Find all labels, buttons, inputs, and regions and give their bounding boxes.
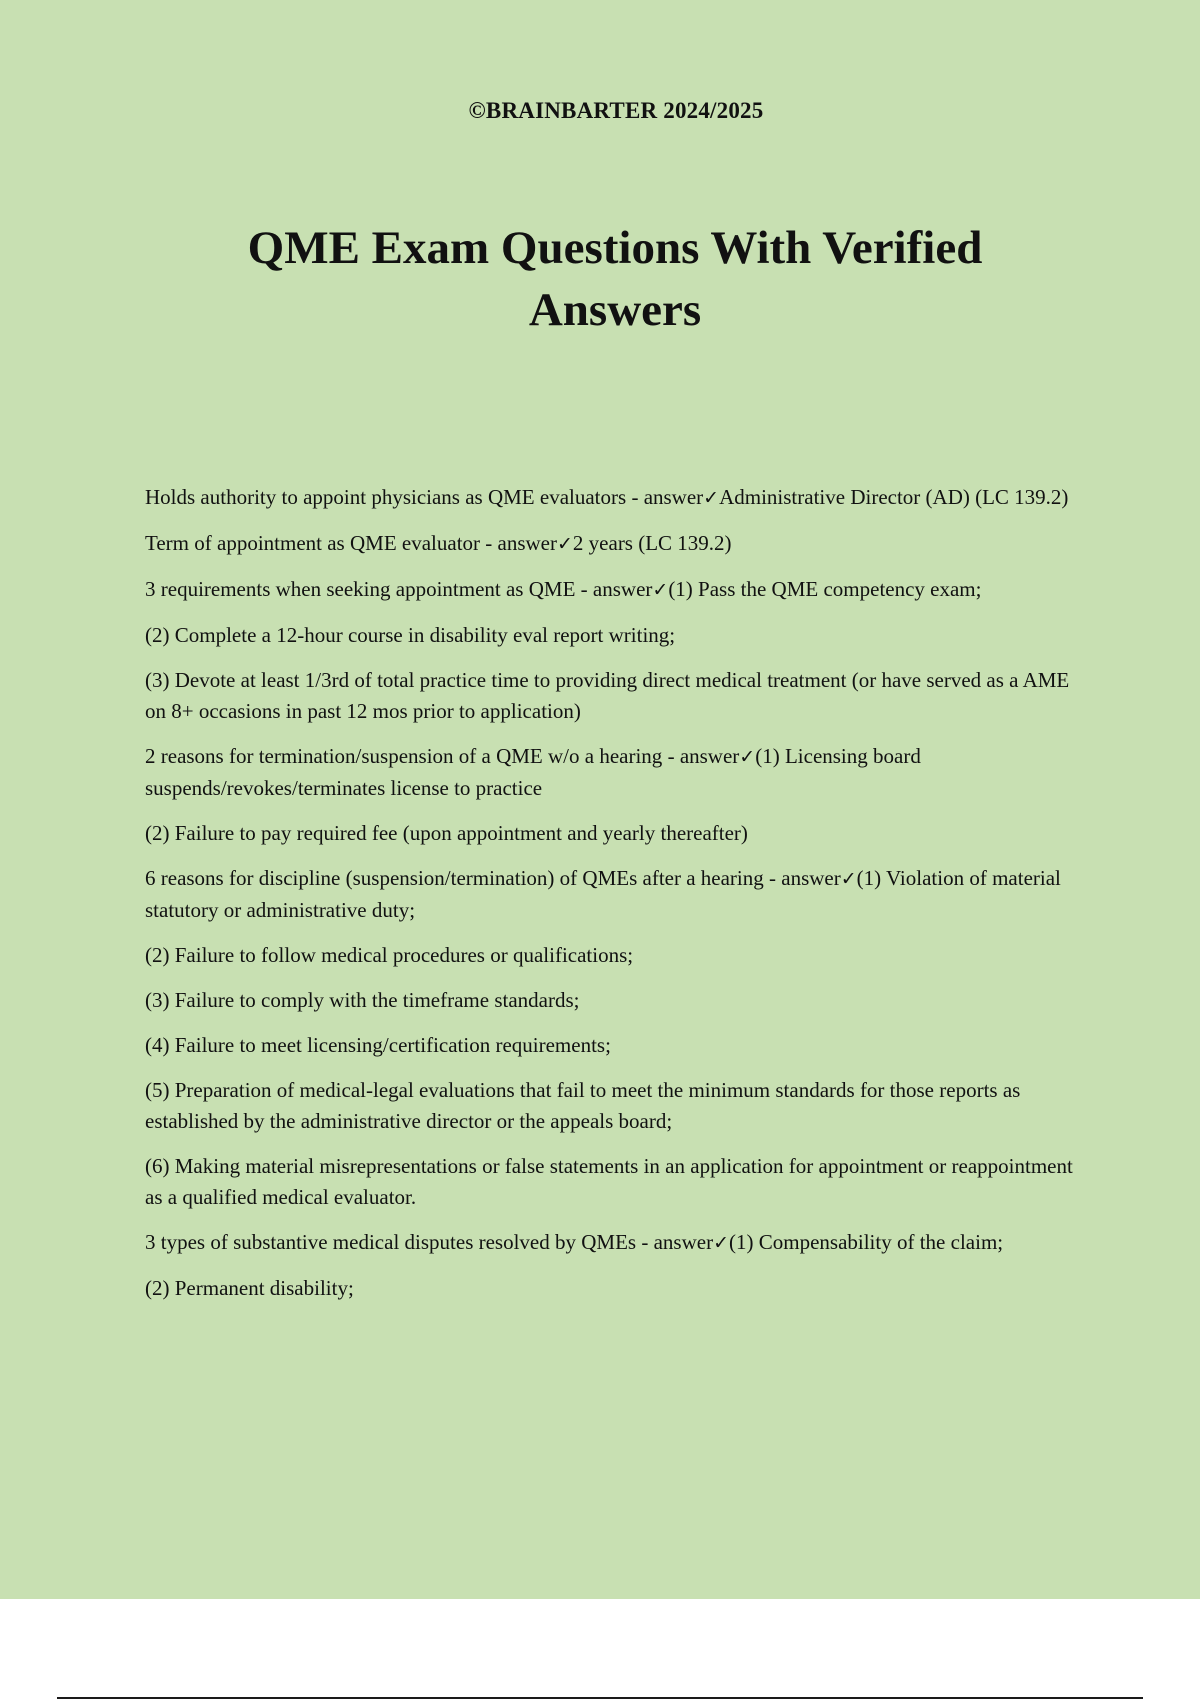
answer-continuation: (6) Making material misrepresentations or false statements in an application for appointment or reappointment as a qualified medical evaluator. [145, 1154, 1073, 1209]
check-mark-icon: ✓ [652, 579, 669, 601]
answer-continuation: (2) Failure to follow medical procedures or qualifications; [145, 943, 634, 967]
answer-continuation: (2) Failure to pay required fee (upon appointment and yearly thereafter) [145, 821, 748, 845]
qa-item: 3 types of substantive medical disputes resolved by QMEs - answer✓(1) Compensability of the claim; [145, 1230, 1004, 1254]
question-text: 2 reasons for termination/suspension of a QME w/o a hearing [145, 744, 663, 768]
answer-label: answer [679, 744, 740, 768]
answer-label: answer [497, 531, 557, 555]
qa-item: 2 reasons for termination/suspension of a QME w/o a hearing - answer✓(1) Licensing board suspends/revokes/terminates license to practice [145, 744, 921, 800]
question-text: 6 reasons for discipline (suspension/termination) of QMEs after a hearing [145, 866, 764, 890]
check-mark-icon: ✓ [703, 487, 720, 509]
answer-label: answer [653, 1230, 714, 1254]
question-text: 3 requirements when seeking appointment as QME [145, 577, 576, 601]
answer-continuation: (2) Complete a 12-hour course in disability eval report writing; [145, 623, 676, 647]
answer-text: 2 years (LC 139.2) [572, 531, 732, 555]
answer-text: (1) Licensing board suspends/revokes/terminates license to practice [145, 744, 921, 800]
qa-item: 3 requirements when seeking appointment as QME - answer✓(1) Pass the QME competency exam; [145, 577, 982, 601]
answer-label: answer [592, 577, 653, 601]
check-mark-icon: ✓ [840, 868, 857, 890]
answer-continuation: (4) Failure to meet licensing/certification requirements; [145, 1033, 611, 1057]
answer-continuation: (3) Failure to comply with the timeframe standards; [145, 988, 580, 1012]
answer-text: Administrative Director (AD) (LC 139.2) [719, 485, 1069, 509]
answer-continuation: (2) Permanent disability; [145, 1276, 354, 1300]
page-divider [57, 1697, 1143, 1699]
check-mark-icon: ✓ [557, 533, 573, 555]
question-text: Holds authority to appoint physicians as QME evaluators [145, 485, 627, 509]
check-mark-icon: ✓ [713, 1232, 729, 1254]
copyright-header: ©BRAINBARTER 2024/2025 [468, 98, 764, 123]
qa-item: Holds authority to appoint physicians as QME evaluators - answer✓Administrative Director (AD) (LC 139.2) [145, 485, 1069, 509]
answer-text: (1) Pass the QME competency exam; [668, 577, 982, 601]
answer-continuation: (3) Devote at least 1/3rd of total practice time to providing direct medical treatment (or have served as a AME on 8+ occasions in past 12 mos prior to application) [145, 668, 1070, 723]
answer-text: (1) Violation of material statutory or administrative duty; [145, 866, 1061, 922]
question-text: Term of appointment as QME evaluator [145, 531, 481, 555]
answer-text: (1) Compensability of the claim; [729, 1230, 1004, 1254]
qa-content [145, 482, 1075, 1318]
check-mark-icon: ✓ [739, 746, 756, 768]
qa-item: Term of appointment as QME evaluator - answer✓2 years (LC 139.2) [145, 531, 732, 555]
answer-continuation: (5) Preparation of medical-legal evaluations that fail to meet the minimum standards for those reports as established by the administrative director or the appeals board; [145, 1078, 1021, 1133]
answer-label: answer [781, 866, 841, 890]
qa-item: 6 reasons for discipline (suspension/termination) of QMEs after a hearing - answer✓(1) Violation of material statutory or administrative duty; [145, 866, 1061, 922]
question-text: 3 types of substantive medical disputes resolved by QMEs [145, 1230, 637, 1254]
document-title: QME Exam Questions With Verified Answers [247, 222, 983, 336]
answer-label: answer [643, 485, 704, 509]
